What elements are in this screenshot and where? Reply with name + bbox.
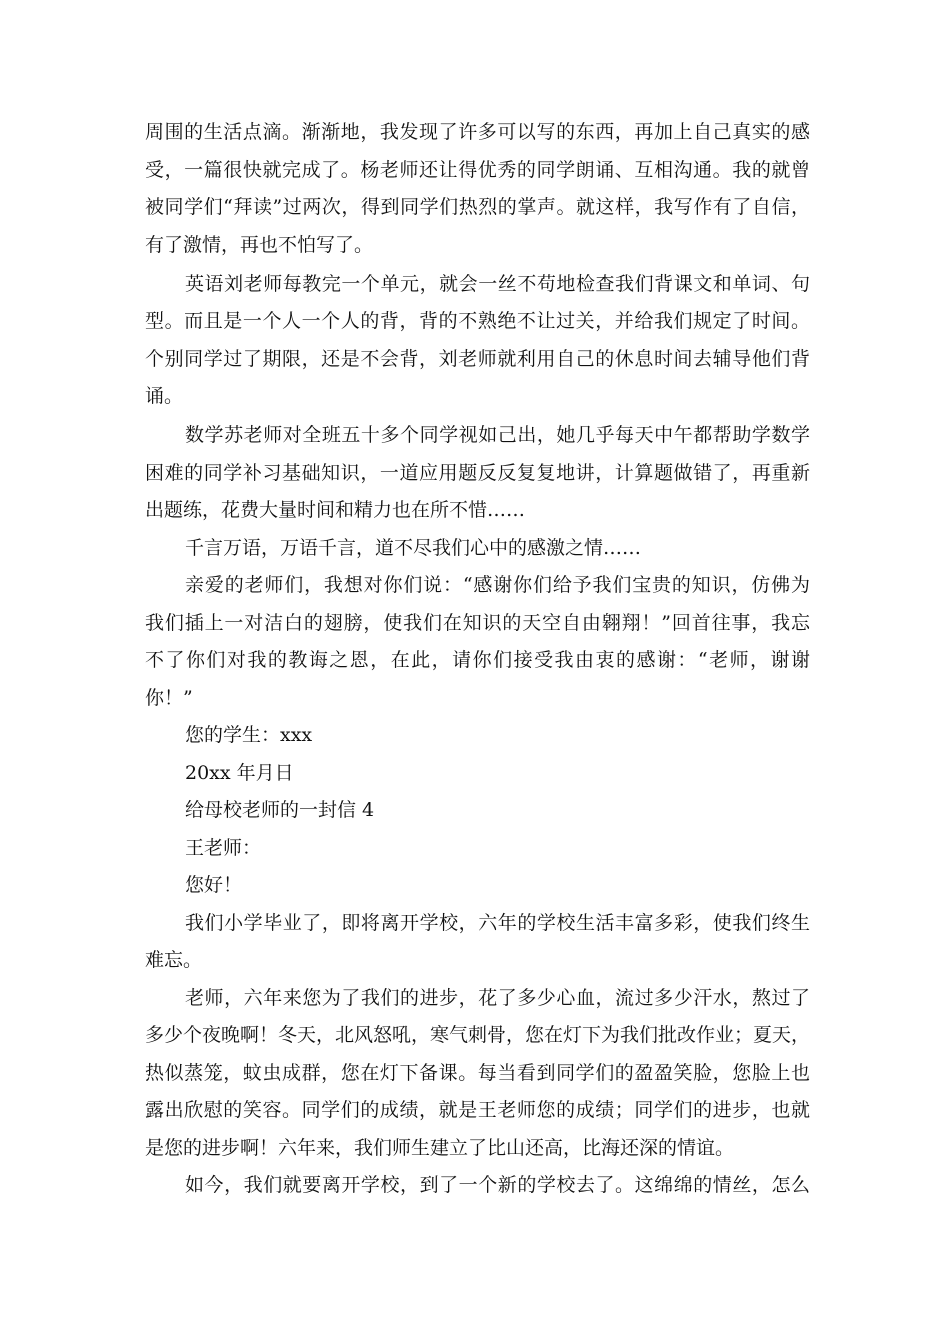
text-line: 如今，我们就要离开学校，到了一个新的学校去了。这绵绵的情丝，怎么	[185, 1174, 810, 1196]
text-line: 你！”	[145, 686, 193, 709]
text-line: 型。而且是一个人一个人的背，背的不熟绝不让过关，并给我们规定了时间。	[145, 310, 810, 332]
text-line: 数学苏老师对全班五十多个同学视如己出，她几乎每天中午都帮助学数学	[185, 424, 810, 446]
greeting	[145, 867, 810, 905]
text-line: 露出欣慰的笑容。同学们的成绩，就是王老师您的成绩；同学们的进步，也就	[145, 1099, 810, 1121]
text-line: 给母校老师的一封信 4	[185, 799, 375, 821]
signature-line	[145, 717, 810, 755]
text-line: 诵。	[145, 385, 184, 407]
text-line: 您好！	[185, 874, 243, 896]
text-line: 我们小学毕业了，即将离开学校，六年的学校生活丰富多彩，使我们终生	[185, 911, 810, 934]
text-line: 被同学们“拜读”过两次，得到同学们热烈的掌声。就这样，我写作有了自信，	[145, 196, 810, 218]
text-line: 我们插上一对洁白的翅膀，使我们在知识的天空自由翱翔！”回首往事，我忘	[145, 611, 810, 634]
text-line: 多少个夜晚啊！冬天，北风怒吼，寒气刺骨，您在灯下为我们批改作业；夏天，	[145, 1024, 811, 1046]
text-line: 难忘。	[145, 949, 203, 971]
paragraph	[145, 905, 810, 980]
text-line: 个别同学过了期限，还是不会背，刘老师就利用自己的休息时间去辅导他们背	[145, 347, 810, 370]
text-line: 您的学生：xxx	[185, 724, 313, 746]
text-line: 受，一篇很快就完成了。杨老师还让得优秀的同学朗诵、互相沟通。我的就曾	[145, 158, 810, 181]
text-line: 热似蒸笼，蚊虫成群，您在灯下备课。每当看到同学们的盈盈笑脸，您脸上也	[145, 1061, 810, 1084]
text-line: 有了激情，再也不怕写了。	[145, 233, 374, 256]
letter-title	[145, 792, 810, 830]
salutation	[145, 830, 810, 868]
date-line	[145, 755, 810, 793]
paragraph	[145, 1167, 810, 1205]
paragraph	[145, 266, 810, 416]
paragraph	[145, 980, 810, 1168]
text-line: 不了你们对我的教诲之恩，在此，请你们接受我由衷的感谢：“老师，谢谢	[145, 649, 810, 671]
text-line: 亲爱的老师们，我想对你们说：“感谢你们给予我们宝贵的知识，仿佛为	[185, 574, 810, 596]
text-line: 千言万语，万语千言，道不尽我们心中的感激之情……	[185, 536, 642, 559]
text-line: 老师，六年来您为了我们的进步，花了多少心血，流过多少汗水，熬过了	[185, 986, 810, 1009]
paragraph	[145, 114, 810, 264]
text-line: 出题练，花费大量时间和精力也在所不惜……	[145, 499, 526, 521]
text-line: 是您的进步啊！六年来，我们师生建立了比山还高，比海还深的情谊。	[145, 1136, 735, 1159]
document-body	[145, 114, 810, 1205]
text-line: 20xx 年月日	[185, 761, 294, 784]
paragraph	[145, 530, 810, 568]
text-line: 王老师：	[185, 836, 262, 859]
paragraph	[145, 567, 810, 717]
paragraph	[145, 417, 810, 530]
text-line: 困难的同学补习基础知识，一道应用题反反复复地讲，计算题做错了，再重新	[145, 461, 810, 484]
text-line: 英语刘老师每教完一个单元，就会一丝不苟地检查我们背课文和单词、句	[185, 272, 810, 295]
text-line: 周围的生活点滴。渐渐地，我发现了许多可以写的东西，再加上自己真实的感	[145, 121, 810, 143]
